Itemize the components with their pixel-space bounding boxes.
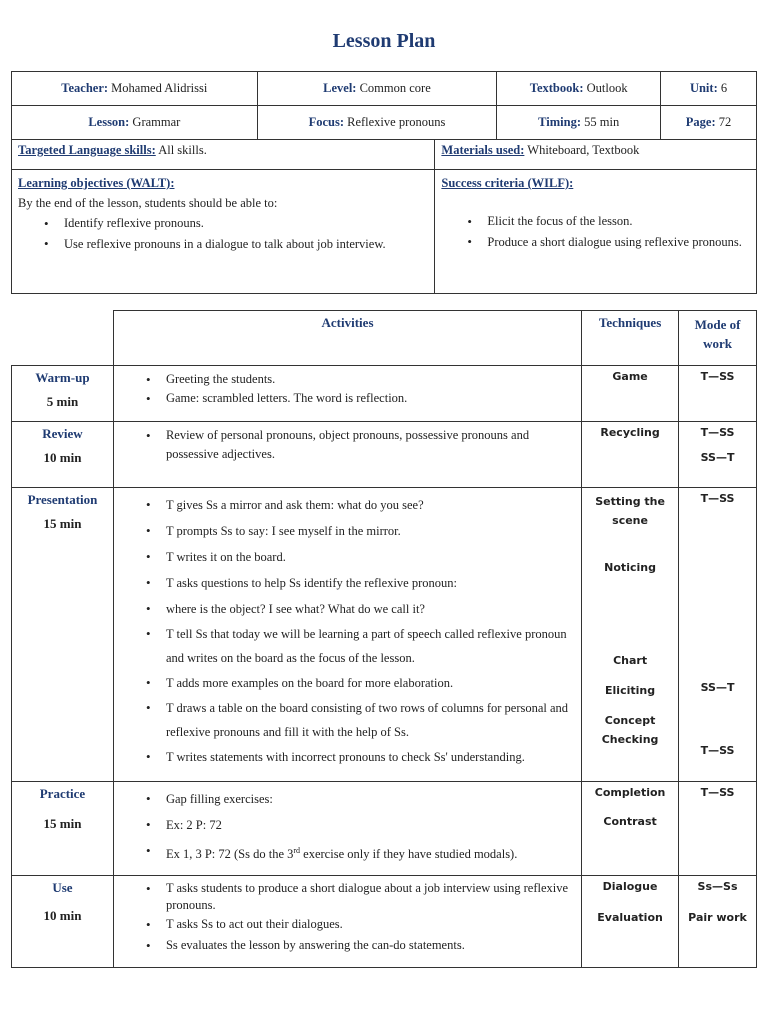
mode: T—SS: [700, 370, 735, 383]
list-item: • Game: scrambled letters. The word is reflection.: [120, 389, 575, 408]
technique: Eliciting: [605, 684, 656, 697]
stage-cell: [12, 876, 114, 968]
timing-value: 55 min: [584, 115, 620, 129]
focus-cell: [257, 106, 497, 140]
list-item: • where is the object? I see what? What do we call it?: [120, 596, 575, 622]
wilf-list: [441, 211, 750, 252]
techniques-cell: [582, 422, 679, 488]
mode: Ss—Ss: [697, 880, 738, 893]
techniques-cell: [582, 488, 679, 782]
wilf-label: Success criteria (WILF):: [441, 176, 574, 190]
stage-name: Practice: [39, 786, 86, 801]
page-cell: [661, 106, 757, 140]
lesson-label: Lesson:: [88, 115, 130, 129]
list-item: • Produce a short dialogue using reflexive pronouns.: [441, 232, 750, 252]
teacher-cell: [12, 72, 258, 106]
stage-cell: [12, 488, 114, 782]
lesson-cell: [12, 106, 258, 140]
activities-cell: [113, 488, 581, 782]
level-label: Level:: [323, 81, 357, 95]
materials-value: Whiteboard, Textbook: [527, 143, 640, 157]
list-item: • Ex: 2 P: 72: [120, 812, 575, 838]
table-row: [12, 366, 757, 422]
list-item: • Elicit the focus of the lesson.: [441, 211, 750, 232]
stage-cell: [12, 422, 114, 488]
techniques-cell: [582, 782, 679, 876]
table-row: [12, 782, 757, 876]
stage-duration: 5 min: [46, 394, 79, 409]
mode: T—SS: [700, 492, 735, 505]
activities-cell: [113, 782, 581, 876]
header-techniques: Techniques: [582, 311, 679, 366]
stage-name: Presentation: [27, 492, 98, 507]
list-item: • T asks students to produce a short dialogue about a job interview using reflexive pronouns.: [120, 880, 575, 914]
stage-name: Use: [52, 880, 73, 895]
unit-value: 6: [720, 81, 728, 95]
focus-value: Reflexive pronouns: [347, 115, 446, 129]
list-item: • T draws a table on the board consisting of two rows of columns for personal and reflexive pronouns and fill it with the help of Ss.: [120, 696, 575, 744]
header-activities: Activities: [113, 311, 581, 366]
list-item: • T prompts Ss to say: I see myself in the mirror.: [120, 518, 575, 544]
table-header-row: [12, 311, 757, 366]
mode-cell: [679, 782, 757, 876]
skills-value: All skills.: [158, 143, 207, 157]
materials-cell: [435, 140, 757, 170]
activities-cell: [113, 422, 581, 488]
walt-label: Learning objectives (WALT):: [18, 176, 175, 190]
lesson-value: Grammar: [132, 115, 181, 129]
stage-duration: 10 min: [43, 450, 82, 465]
unit-cell: [661, 72, 757, 106]
mode-cell: [679, 488, 757, 782]
stage-duration: 15 min: [43, 816, 82, 831]
activities-table: [11, 310, 757, 968]
technique: Concept Checking: [601, 714, 659, 746]
focus-label: Focus:: [308, 115, 344, 129]
list-item: • Identify reflexive pronouns.: [18, 213, 428, 234]
list-item: • Use reflexive pronouns in a dialogue to talk about job interview.: [18, 234, 428, 254]
header-mode: Mode of work: [679, 311, 757, 366]
table-row: [12, 876, 757, 968]
table-row: [12, 422, 757, 488]
stage-duration: 10 min: [43, 908, 82, 923]
list-item: • T writes statements with incorrect pronouns to check Ss' understanding.: [120, 744, 575, 770]
mode: SS—T: [700, 451, 735, 464]
stage-duration: 15 min: [43, 516, 82, 531]
technique: Completion: [594, 786, 666, 799]
materials-label: Materials used:: [441, 143, 525, 157]
teacher-value: Mohamed Alidrissi: [111, 81, 208, 95]
empty-header: [12, 311, 114, 366]
activities-cell: [113, 876, 581, 968]
list-item: • T asks questions to help Ss identify the reflexive pronoun:: [120, 570, 575, 596]
list-item: • Review of personal pronouns, object pronouns, possessive pronouns and possessive adjectives.: [120, 426, 575, 464]
stage-cell: [12, 366, 114, 422]
list-item: • T tell Ss that today we will be learning a part of speech called reflexive pronoun and writes on the board as the focus of the lesson.: [120, 622, 575, 670]
mode: T—SS: [700, 786, 735, 799]
mode: T—SS: [700, 426, 735, 439]
walt-intro: By the end of the lesson, students should be able to:: [18, 196, 278, 210]
list-item: • T writes it on the board.: [120, 544, 575, 570]
stage-name: Warm-up: [35, 370, 90, 385]
technique: Noticing: [604, 561, 656, 574]
textbook-label: Textbook:: [529, 81, 584, 95]
technique: Evaluation: [597, 911, 663, 924]
stage-name: Review: [42, 426, 83, 441]
technique: Contrast: [603, 815, 657, 828]
objectives-table: [11, 139, 757, 294]
mode-cell: [679, 876, 757, 968]
skills-label: Targeted Language skills:: [18, 143, 156, 157]
skills-cell: [12, 140, 435, 170]
technique: Chart: [613, 654, 648, 667]
list-item: • T adds more examples on the board for more elaboration.: [120, 670, 575, 696]
level-value: Common core: [359, 81, 431, 95]
unit-label: Unit:: [689, 81, 718, 95]
timing-label: Timing:: [538, 115, 581, 129]
table-row: [12, 488, 757, 782]
page-value: 72: [718, 115, 732, 129]
list-item: • Greeting the students.: [120, 370, 575, 389]
level-cell: [257, 72, 497, 106]
page-label: Page:: [685, 115, 716, 129]
lesson-header-table: [11, 71, 757, 140]
wilf-cell: [435, 170, 757, 294]
list-item: • T gives Ss a mirror and ask them: what do you see?: [120, 492, 575, 518]
activities-cell: [113, 366, 581, 422]
technique: Setting the scene: [595, 495, 665, 527]
mode-cell: [679, 422, 757, 488]
technique: Dialogue: [602, 880, 658, 893]
walt-list: [18, 213, 428, 254]
walt-cell: [12, 170, 435, 294]
techniques-cell: [582, 876, 679, 968]
mode: Pair work: [688, 911, 747, 924]
mode: SS—T: [700, 681, 735, 694]
page-title: Lesson Plan: [332, 30, 436, 52]
stage-cell: [12, 782, 114, 876]
textbook-value: Outlook: [586, 81, 628, 95]
teacher-label: Teacher:: [61, 81, 109, 95]
mode: T—SS: [700, 744, 735, 757]
list-item: • Ss evaluates the lesson by answering the can-do statements.: [120, 935, 575, 956]
list-item: • T asks Ss to act out their dialogues.: [120, 914, 575, 935]
timing-cell: [497, 106, 661, 140]
list-item: • Gap filling exercises:: [120, 786, 575, 812]
technique: Game: [612, 370, 648, 383]
technique: Recycling: [600, 426, 660, 439]
techniques-cell: [582, 366, 679, 422]
list-item: • Ex 1, 3 P: 72 (Ss do the 3rd exercise only if they have studied modals).: [120, 838, 575, 867]
textbook-cell: [497, 72, 661, 106]
mode-cell: [679, 366, 757, 422]
